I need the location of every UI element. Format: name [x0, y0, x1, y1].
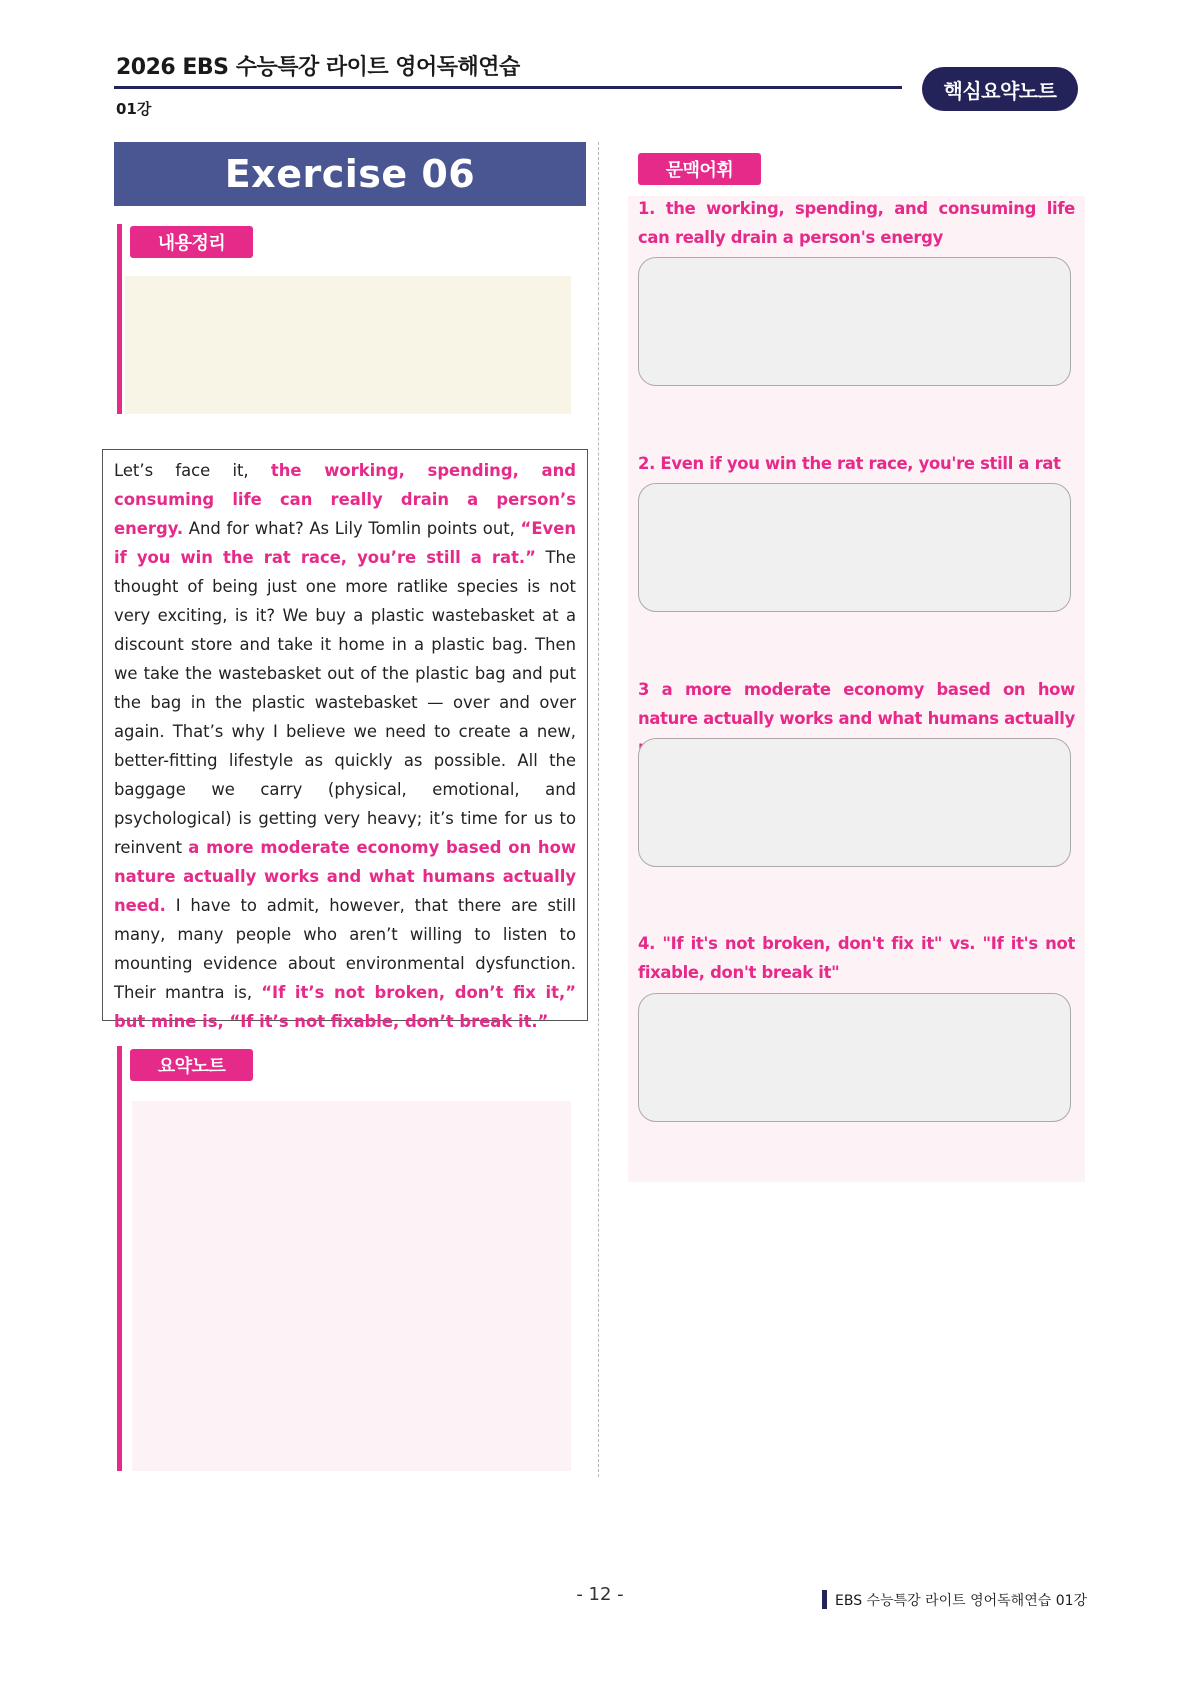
passage-segment: I have to admit, however, that there are still many, many people who aren’t willing to listen to mounting evidence about environmental dysfunction. Their mantra is, [114, 896, 576, 1002]
vocab-answer-box-2[interactable] [638, 483, 1071, 612]
vocab-answer-box-4[interactable] [638, 993, 1071, 1122]
page-number: - 12 - [576, 1584, 624, 1605]
summary-section-label: 요약노트 [130, 1049, 253, 1081]
vocab-item-3: 3 a more moderate economy based on how nature actually works and what humans actually [638, 680, 1075, 728]
exercise-title: Exercise 06 [114, 142, 586, 206]
content-writing-area[interactable] [125, 276, 571, 414]
footer-bar [822, 1590, 827, 1609]
passage-highlight: the working, spending, and consuming life can really drain a person’s energy. [114, 461, 576, 538]
passage-segment: Let’s face it, [114, 461, 271, 480]
content-section-bar [117, 224, 122, 414]
passage-text [114, 456, 576, 1036]
passage-segment: And for what? As Lily Tomlin points out, [183, 519, 521, 538]
footer-text: EBS 수능특강 라이트 영어독해연습 01강 [835, 1593, 1088, 1609]
passage-highlight: a more moderate economy based on how nature actually works and what humans actually need. [114, 838, 576, 915]
header-badge: 핵심요약노트 [922, 67, 1078, 111]
vocab-answer-box-1[interactable] [638, 257, 1071, 386]
header-rule [114, 86, 902, 89]
vocab-answer-box-3[interactable] [638, 738, 1071, 867]
passage-segment: The thought of being just one more ratlike species is not very exciting, is it? We buy a plastic wastebasket at a discount store and take it home in a plastic bag. Then we take the wastebasket out of the plastic bag and put the bag in the plastic wastebasket — over and over again. That’s why I believe we need to create a new, better-fitting lifestyle as quickly as possible. All the baggage we carry (physical, emotional, and psychological) is getting very heavy; it’s time for us to reinvent [114, 548, 576, 857]
passage-highlight: “Even if you win the rat race, you’re still a rat.” [114, 519, 576, 567]
passage-highlight: “If it’s not broken, don’t fix it,” but mine is, “If it’s not fixable, don’t break it.” [114, 983, 576, 1031]
document-title: 2026 EBS 수능특강 라이트 영어독해연습 [116, 55, 520, 80]
vocab-section-label: 문맥어휘 [638, 153, 761, 185]
summary-section-bar [117, 1046, 122, 1471]
vocab-item-1: 1. the working, spending, and consuming life can really drain a person's energy [638, 199, 1075, 247]
content-section-label: 내용정리 [130, 226, 253, 258]
lesson-label: 01강 [116, 100, 152, 118]
vocab-item-2: 2. Even if you win the rat race, you're still a rat [638, 454, 1061, 473]
summary-writing-area[interactable] [132, 1101, 571, 1471]
passage-box [102, 449, 588, 1031]
vocab-item-4: 4. "If it's not broken, don't fix it" vs. "If it's not fixable, don't break it" [638, 934, 1075, 982]
column-divider [598, 142, 599, 1477]
